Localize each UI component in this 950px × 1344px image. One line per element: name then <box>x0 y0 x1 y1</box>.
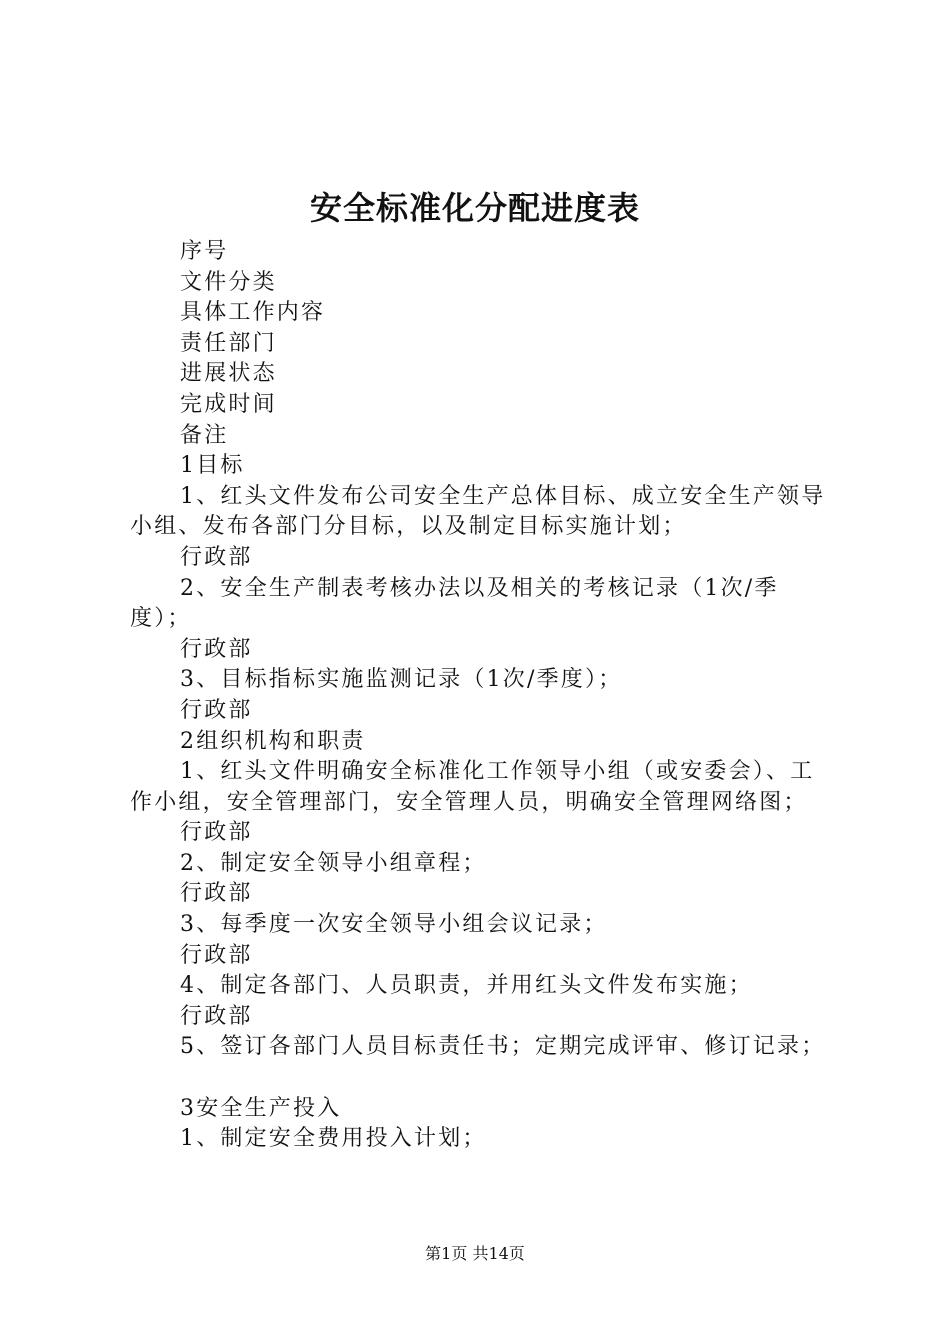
header-status: 进展状态 <box>180 361 277 387</box>
task-item: 1、红头文件明确安全标准化工作领导小组（或安委会）、工作小组，安全管理部门，安全管理人员，明确安全管理网络图； <box>130 759 815 815</box>
header-serial: 序号 <box>180 239 229 264</box>
task-item: 5、签订各部门人员目标责任书；定期完成评审、修订记录； <box>180 1034 826 1060</box>
section-heading: 1目标 <box>180 453 245 479</box>
header-content: 具体工作内容 <box>180 300 326 326</box>
header-completion: 完成时间 <box>180 391 277 417</box>
responsible-department: 行政部 <box>180 636 253 662</box>
task-item: 4、制定各部门、人员职责，并用红头文件发布实施； <box>180 973 753 999</box>
task-item: 1、红头文件发布公司安全生产总体目标、成立安全生产领导小组、发布各部门分目标，以及制定目标实施计划； <box>130 483 826 540</box>
blank-line <box>130 1063 834 1094</box>
document-body <box>130 237 834 1155</box>
document-title: 安全标准化分配进度表 <box>309 189 640 227</box>
responsible-department: 行政部 <box>180 544 253 570</box>
responsible-department: 行政部 <box>180 697 253 723</box>
section-heading: 3安全生产投入 <box>180 1095 342 1121</box>
task-item: 1、制定安全费用投入计划； <box>180 1126 487 1152</box>
task-item: 2、安全生产制表考核办法以及相关的考核记录（1次/季度）； <box>130 575 779 632</box>
task-item: 3、目标指标实施监测记录（1次/季度）； <box>180 667 623 693</box>
header-remarks: 备注 <box>180 422 229 448</box>
section-heading: 2组织机构和职责 <box>180 728 366 754</box>
header-category: 文件分类 <box>180 269 277 295</box>
responsible-department: 行政部 <box>180 881 253 907</box>
header-department: 责任部门 <box>180 330 277 356</box>
responsible-department: 行政部 <box>180 942 253 968</box>
responsible-department: 行政部 <box>180 820 253 846</box>
task-item: 2、制定安全领导小组章程； <box>180 850 487 876</box>
task-item: 3、每季度一次安全领导小组会议记录； <box>180 912 608 938</box>
responsible-department: 行政部 <box>180 1003 253 1029</box>
page-footer: 第1页 共14页 <box>425 1244 525 1263</box>
